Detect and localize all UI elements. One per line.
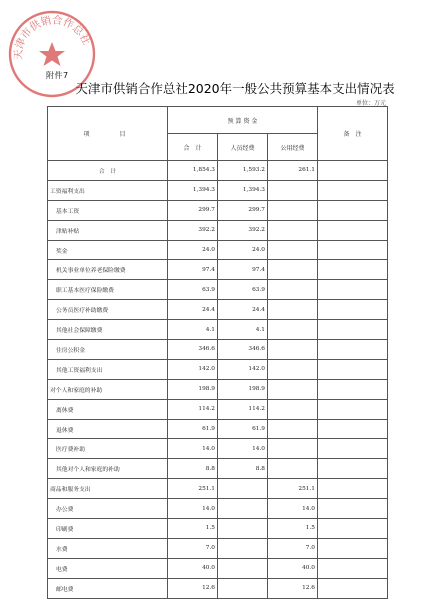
table-row — [48, 538, 388, 558]
row-staff: 24.4 — [218, 300, 268, 320]
row-item: 水费 — [48, 538, 168, 558]
row-total: 1.5 — [168, 519, 218, 539]
row-item: 职工基本医疗保险缴费 — [48, 280, 168, 300]
total-row — [48, 161, 388, 181]
row-item: 基本工资 — [48, 200, 168, 220]
header-budget-group: 预 算 资 金 — [168, 107, 318, 134]
budget-table — [47, 106, 388, 599]
row-total: 24.4 — [168, 300, 218, 320]
row-public — [268, 459, 318, 479]
row-public — [268, 379, 318, 399]
row-public — [268, 419, 318, 439]
row-item: 医疗费补助 — [48, 439, 168, 459]
row-total: 198.9 — [168, 379, 218, 399]
row-public: 1.5 — [268, 519, 318, 539]
row-item: 其他工资福利支出 — [48, 359, 168, 379]
row-public — [268, 220, 318, 240]
table-row — [48, 260, 388, 280]
row-total: 114.2 — [168, 399, 218, 419]
row-note — [318, 280, 388, 300]
row-total: 251.1 — [168, 479, 218, 499]
table-row — [48, 479, 388, 499]
table-row — [48, 578, 388, 598]
row-note — [318, 220, 388, 240]
table-row — [48, 220, 388, 240]
total-row-label: 合 计 — [48, 161, 168, 181]
row-note — [318, 260, 388, 280]
header-total: 合 计 — [168, 134, 218, 161]
table-row — [48, 359, 388, 379]
row-staff: 1,394.3 — [218, 180, 268, 200]
total-row-note — [318, 161, 388, 181]
row-total: 1,394.3 — [168, 180, 218, 200]
row-public — [268, 439, 318, 459]
table-row — [48, 439, 388, 459]
header-staff: 人员经费 — [218, 134, 268, 161]
row-staff: 299.7 — [218, 200, 268, 220]
row-staff: 346.6 — [218, 340, 268, 360]
row-item: 津贴补贴 — [48, 220, 168, 240]
row-total: 392.2 — [168, 220, 218, 240]
row-staff: 97.4 — [218, 260, 268, 280]
table-row — [48, 320, 388, 340]
row-item: 机关事业单位养老保险缴费 — [48, 260, 168, 280]
row-note — [318, 439, 388, 459]
row-note — [318, 300, 388, 320]
total-row-public: 261.1 — [268, 161, 318, 181]
row-staff — [218, 538, 268, 558]
row-note — [318, 419, 388, 439]
row-total: 14.0 — [168, 439, 218, 459]
row-note — [318, 499, 388, 519]
row-item: 住房公积金 — [48, 340, 168, 360]
row-note — [318, 578, 388, 598]
budget-table-body — [48, 161, 388, 599]
row-item: 其他对个人和家庭的补助 — [48, 459, 168, 479]
row-public: 12.6 — [268, 578, 318, 598]
row-note — [318, 459, 388, 479]
table-row — [48, 459, 388, 479]
row-staff — [218, 499, 268, 519]
table-row — [48, 558, 388, 578]
row-total: 97.4 — [168, 260, 218, 280]
row-total: 142.0 — [168, 359, 218, 379]
row-item: 对个人和家庭的补助 — [48, 379, 168, 399]
row-item: 退休费 — [48, 419, 168, 439]
header-public: 公用经费 — [268, 134, 318, 161]
row-public — [268, 320, 318, 340]
row-staff — [218, 558, 268, 578]
annex-label: 附件7 — [46, 71, 69, 80]
row-staff — [218, 479, 268, 499]
table-row — [48, 519, 388, 539]
table-row — [48, 200, 388, 220]
row-staff: 198.9 — [218, 379, 268, 399]
row-public: 14.0 — [268, 499, 318, 519]
row-total: 12.6 — [168, 578, 218, 598]
document-title: 天津市供销合作总社2020年一般公共预算基本支出情况表 — [75, 81, 395, 96]
table-row — [48, 180, 388, 200]
row-note — [318, 320, 388, 340]
row-public — [268, 300, 318, 320]
row-total: 4.1 — [168, 320, 218, 340]
total-row-staff: 1,593.2 — [218, 161, 268, 181]
row-public: 40.0 — [268, 558, 318, 578]
row-item: 办公费 — [48, 499, 168, 519]
table-row — [48, 240, 388, 260]
row-staff: 4.1 — [218, 320, 268, 340]
table-row — [48, 399, 388, 419]
row-public — [268, 399, 318, 419]
table-row — [48, 300, 388, 320]
row-total: 63.9 — [168, 280, 218, 300]
row-item: 邮电费 — [48, 578, 168, 598]
row-total: 299.7 — [168, 200, 218, 220]
row-total: 61.9 — [168, 419, 218, 439]
row-staff — [218, 519, 268, 539]
row-staff: 8.8 — [218, 459, 268, 479]
row-public — [268, 180, 318, 200]
table-row — [48, 419, 388, 439]
header-note: 备 注 — [318, 107, 388, 161]
table-row — [48, 379, 388, 399]
row-item: 电费 — [48, 558, 168, 578]
row-item: 商品和服务支出 — [48, 479, 168, 499]
row-staff: 114.2 — [218, 399, 268, 419]
row-total: 40.0 — [168, 558, 218, 578]
row-item: 离休费 — [48, 399, 168, 419]
row-note — [318, 558, 388, 578]
row-staff: 24.0 — [218, 240, 268, 260]
row-public — [268, 240, 318, 260]
row-public: 251.1 — [268, 479, 318, 499]
row-total: 7.0 — [168, 538, 218, 558]
row-staff: 63.9 — [218, 280, 268, 300]
row-item: 工资福利支出 — [48, 180, 168, 200]
seal-text: 天津市供销合作总社 — [12, 14, 93, 61]
row-staff: 14.0 — [218, 439, 268, 459]
row-note — [318, 479, 388, 499]
table-row — [48, 340, 388, 360]
table-row — [48, 499, 388, 519]
row-item: 奖金 — [48, 240, 168, 260]
row-note — [318, 399, 388, 419]
row-staff: 392.2 — [218, 220, 268, 240]
unit-label: 单位：万元 — [355, 100, 386, 107]
seal-star-icon — [39, 42, 65, 66]
row-note — [318, 340, 388, 360]
row-total: 346.6 — [168, 340, 218, 360]
row-staff: 61.9 — [218, 419, 268, 439]
row-note — [318, 240, 388, 260]
row-staff: 142.0 — [218, 359, 268, 379]
row-public — [268, 340, 318, 360]
row-public — [268, 260, 318, 280]
row-note — [318, 359, 388, 379]
row-public — [268, 359, 318, 379]
table-row — [48, 280, 388, 300]
row-note — [318, 519, 388, 539]
header-item: 项 目 — [48, 107, 168, 161]
row-item: 其他社会保障缴费 — [48, 320, 168, 340]
row-item: 印刷费 — [48, 519, 168, 539]
row-note — [318, 180, 388, 200]
row-item: 公务员医疗补助缴费 — [48, 300, 168, 320]
row-total: 8.8 — [168, 459, 218, 479]
row-note — [318, 379, 388, 399]
row-public: 7.0 — [268, 538, 318, 558]
row-total: 14.0 — [168, 499, 218, 519]
row-note — [318, 200, 388, 220]
row-public — [268, 200, 318, 220]
row-public — [268, 280, 318, 300]
total-row-total: 1,854.3 — [168, 161, 218, 181]
row-staff — [218, 578, 268, 598]
row-total: 24.0 — [168, 240, 218, 260]
row-note — [318, 538, 388, 558]
